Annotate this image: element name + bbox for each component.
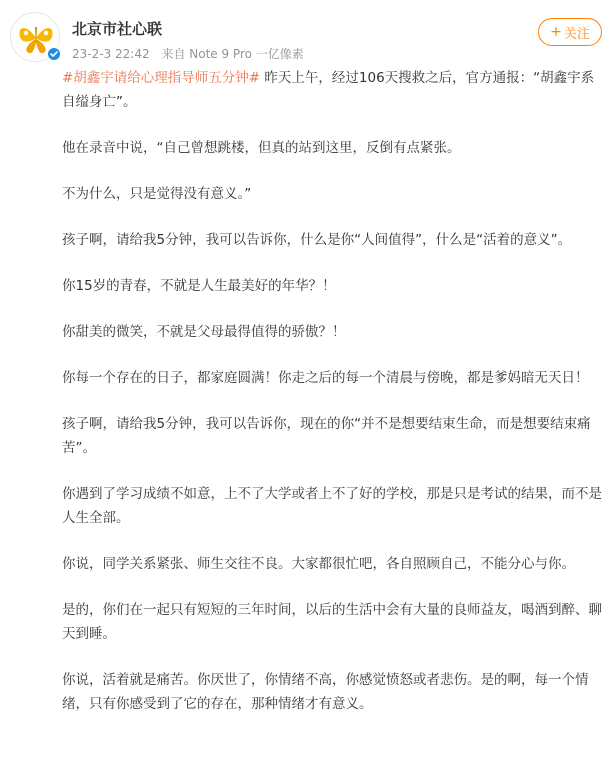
post-timestamp[interactable]: 23-2-3 22:42 <box>72 47 150 61</box>
post-paragraph: 他在录音中说，“自己曾想跳楼，但真的站到这里，反倒有点紧张。 <box>62 140 461 156</box>
post-paragraph: 你每一个存在的日子，都家庭圆满！你走之后的每一个清晨与傍晚，都是爹妈暗无天日！ <box>62 370 589 386</box>
user-name[interactable]: 北京市社心联 <box>72 20 163 38</box>
post-meta <box>72 45 312 62</box>
post-paragraph <box>62 66 602 114</box>
post-paragraph-text: 昨天上午，经过106天搜救之后，官方通报：“胡鑫宇系自缢身亡”。 <box>62 70 595 110</box>
post-paragraph: 是的，你们在一起只有短短的三年时间，以后的生活中会有大量的良师益友，喝酒到醉、聊天到睡。 <box>62 602 602 642</box>
topic-link[interactable]: #胡鑫宇请给心理指导师五分钟# <box>62 70 261 86</box>
post-paragraph: 孩子啊，请给我5分钟，我可以告诉你，现在的你“并不是想要结束生命，而是想要结束痛苦”。 <box>62 416 591 456</box>
post-paragraph: 不为什么，只是觉得没有意义。” <box>62 186 252 202</box>
verified-badge-icon <box>46 46 62 62</box>
plus-icon: + <box>550 24 562 40</box>
follow-button-label: 关注 <box>563 26 590 42</box>
post-paragraph: 你说，活着就是痛苦。你厌世了，你情绪不高，你感觉愤怒或者悲伤。是的啊，每一个情绪，只有你感受到了它的存在，那种情绪才有意义。 <box>62 672 589 712</box>
follow-button[interactable] <box>538 18 602 46</box>
post-paragraph: 孩子啊，请给我5分钟，我可以告诉你，什么是你“人间值得”，什么是“活着的意义”。 <box>62 232 572 248</box>
post-paragraph: 你15岁的青春，不就是人生最美好的年华？！ <box>62 278 336 294</box>
post-paragraph: 你甜美的微笑，不就是父母最得值得的骄傲？！ <box>62 324 346 340</box>
post-paragraph: 你说，同学关系紧张、师生交往不良。大家都很忙吧，各自照顾自己，不能分心与你。 <box>62 556 575 572</box>
post-header <box>10 12 602 66</box>
avatar[interactable] <box>10 12 60 62</box>
post-content <box>62 66 602 738</box>
post-source: 来自 Note 9 Pro 一亿像素 <box>161 47 304 61</box>
post-paragraph: 你遇到了学习成绩不如意，上不了大学或者上不了好的学校，那是只是考试的结果，而不是人生全部。 <box>62 486 602 526</box>
